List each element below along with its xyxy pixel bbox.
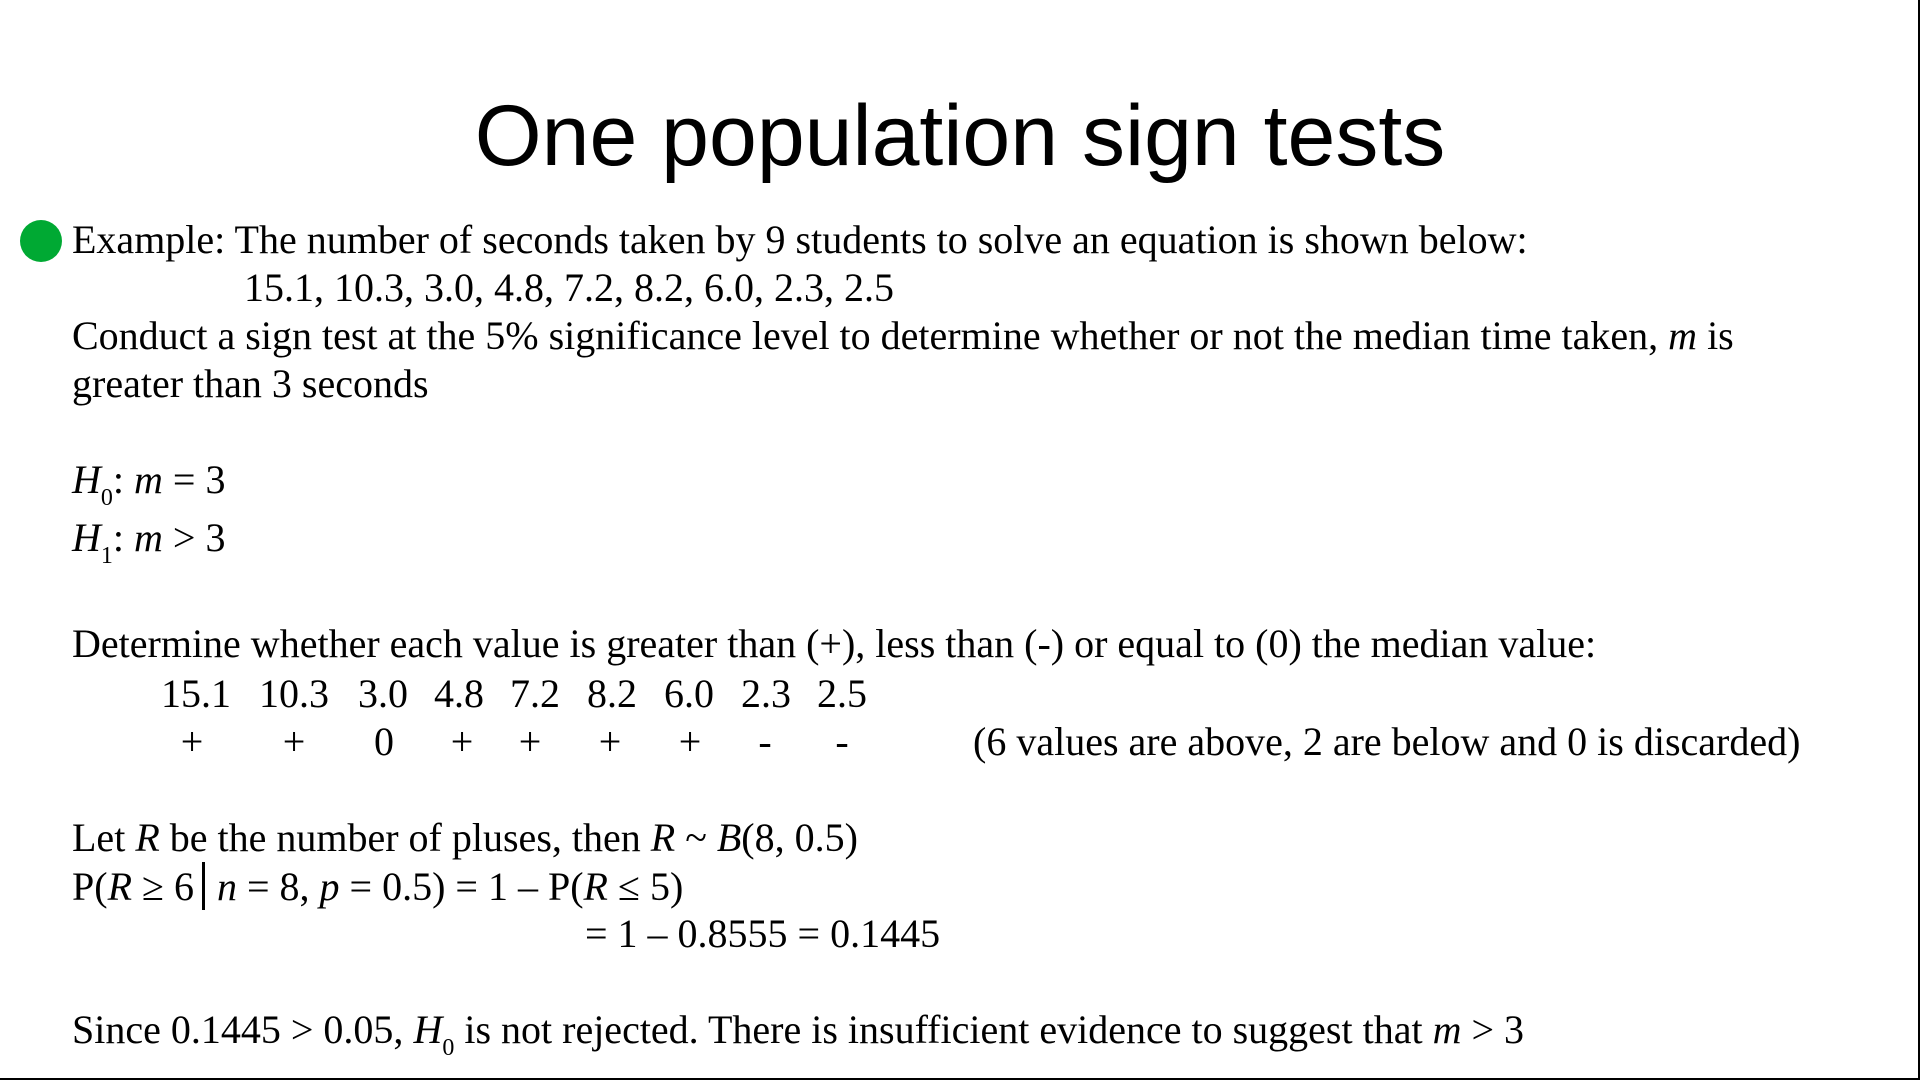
alternative-hypothesis <box>72 514 225 568</box>
sign-cell: + <box>598 719 622 764</box>
let-variable-b: B <box>716 815 742 860</box>
value-cell: 2.3 <box>741 671 791 716</box>
sign-cell: - <box>835 719 849 764</box>
bullet-dot-icon <box>20 220 62 262</box>
conduct-text-b: is <box>1697 313 1734 358</box>
prob-text-5: ≤ 5) <box>607 864 684 909</box>
h1-colon: : <box>112 515 135 560</box>
prob-variable-p: p <box>319 864 340 909</box>
h0-colon: : <box>112 457 135 502</box>
let-text-3: ~ <box>675 815 717 860</box>
value-cell: 10.3 <box>259 671 329 716</box>
result-line: = 1 – 0.8555 = 0.1445 <box>585 911 941 956</box>
h0-symbol: H <box>72 457 101 502</box>
conduct-line-2: greater than 3 seconds <box>72 361 429 406</box>
value-cell: 7.2 <box>510 671 560 716</box>
h1-relation: > 3 <box>162 515 226 560</box>
h0-subscript: 0 <box>100 485 113 511</box>
prob-text-2: ≥ 6 <box>132 864 194 909</box>
h0-relation: = 3 <box>162 457 226 502</box>
data-values-line: 15.1, 10.3, 3.0, 4.8, 7.2, 8.2, 6.0, 2.3, 2.5 <box>244 265 894 310</box>
signs-summary: (6 values are above, 2 are below and 0 is discarded) <box>973 719 1801 764</box>
conduct-variable-m: m <box>1668 313 1698 358</box>
conduct-line-1 <box>72 312 1734 360</box>
h1-variable: m <box>134 515 163 560</box>
sign-cell: - <box>758 719 772 764</box>
null-hypothesis <box>72 456 225 510</box>
prob-text-3: = 8, <box>236 864 320 909</box>
since-text-2: is not rejected. There is insufficient evidence to suggest that <box>454 1007 1433 1052</box>
conduct-text-a: Conduct a sign test at the 5% significance level to determine whether or not the median time taken, <box>72 313 1669 358</box>
since-h-subscript: 0 <box>442 1035 455 1061</box>
h1-symbol: H <box>72 515 101 560</box>
h0-variable: m <box>134 457 163 502</box>
value-cell: 8.2 <box>587 671 637 716</box>
conclusion-line <box>72 1006 1524 1060</box>
value-cell: 4.8 <box>434 671 484 716</box>
prob-variable-r-2: R <box>583 864 608 909</box>
probability-line <box>72 862 683 911</box>
let-text-2: be the number of pluses, then <box>159 815 651 860</box>
h1-subscript: 1 <box>100 543 113 569</box>
example-line: Example: The number of seconds taken by 9 students to solve an equation is shown below: <box>72 217 1528 262</box>
value-cell: 3.0 <box>358 671 408 716</box>
let-r-line <box>72 814 858 862</box>
value-cell: 2.5 <box>817 671 867 716</box>
since-text-1: Since 0.1445 > 0.05, <box>72 1007 414 1052</box>
values-row <box>0 670 1920 718</box>
prob-variable-n: n <box>216 864 237 909</box>
prob-text-4: = 0.5) = 1 – P( <box>339 864 584 909</box>
let-text-1: Let <box>72 815 136 860</box>
sign-cell: + <box>180 719 204 764</box>
let-variable-r: R <box>135 815 160 860</box>
sign-cell: + <box>282 719 306 764</box>
since-text-3: > 3 <box>1461 1007 1525 1052</box>
prob-text-1: P( <box>72 864 108 909</box>
since-h-symbol: H <box>413 1007 443 1052</box>
let-variable-r-2: R <box>650 815 676 860</box>
sign-cell: + <box>678 719 702 764</box>
value-cell: 15.1 <box>161 671 231 716</box>
slide-title: One population sign tests <box>474 88 1446 184</box>
sign-cell: + <box>518 719 542 764</box>
value-cell: 6.0 <box>664 671 714 716</box>
sign-cell: 0 <box>374 719 394 764</box>
determine-line: Determine whether each value is greater than (+), less than (-) or equal to (0) the median value: <box>72 621 1597 666</box>
sign-cell: + <box>450 719 474 764</box>
prob-variable-r: R <box>107 864 133 909</box>
let-text-4: (8, 0.5) <box>741 815 858 860</box>
given-bar <box>202 862 205 910</box>
since-variable-m: m <box>1432 1007 1462 1052</box>
